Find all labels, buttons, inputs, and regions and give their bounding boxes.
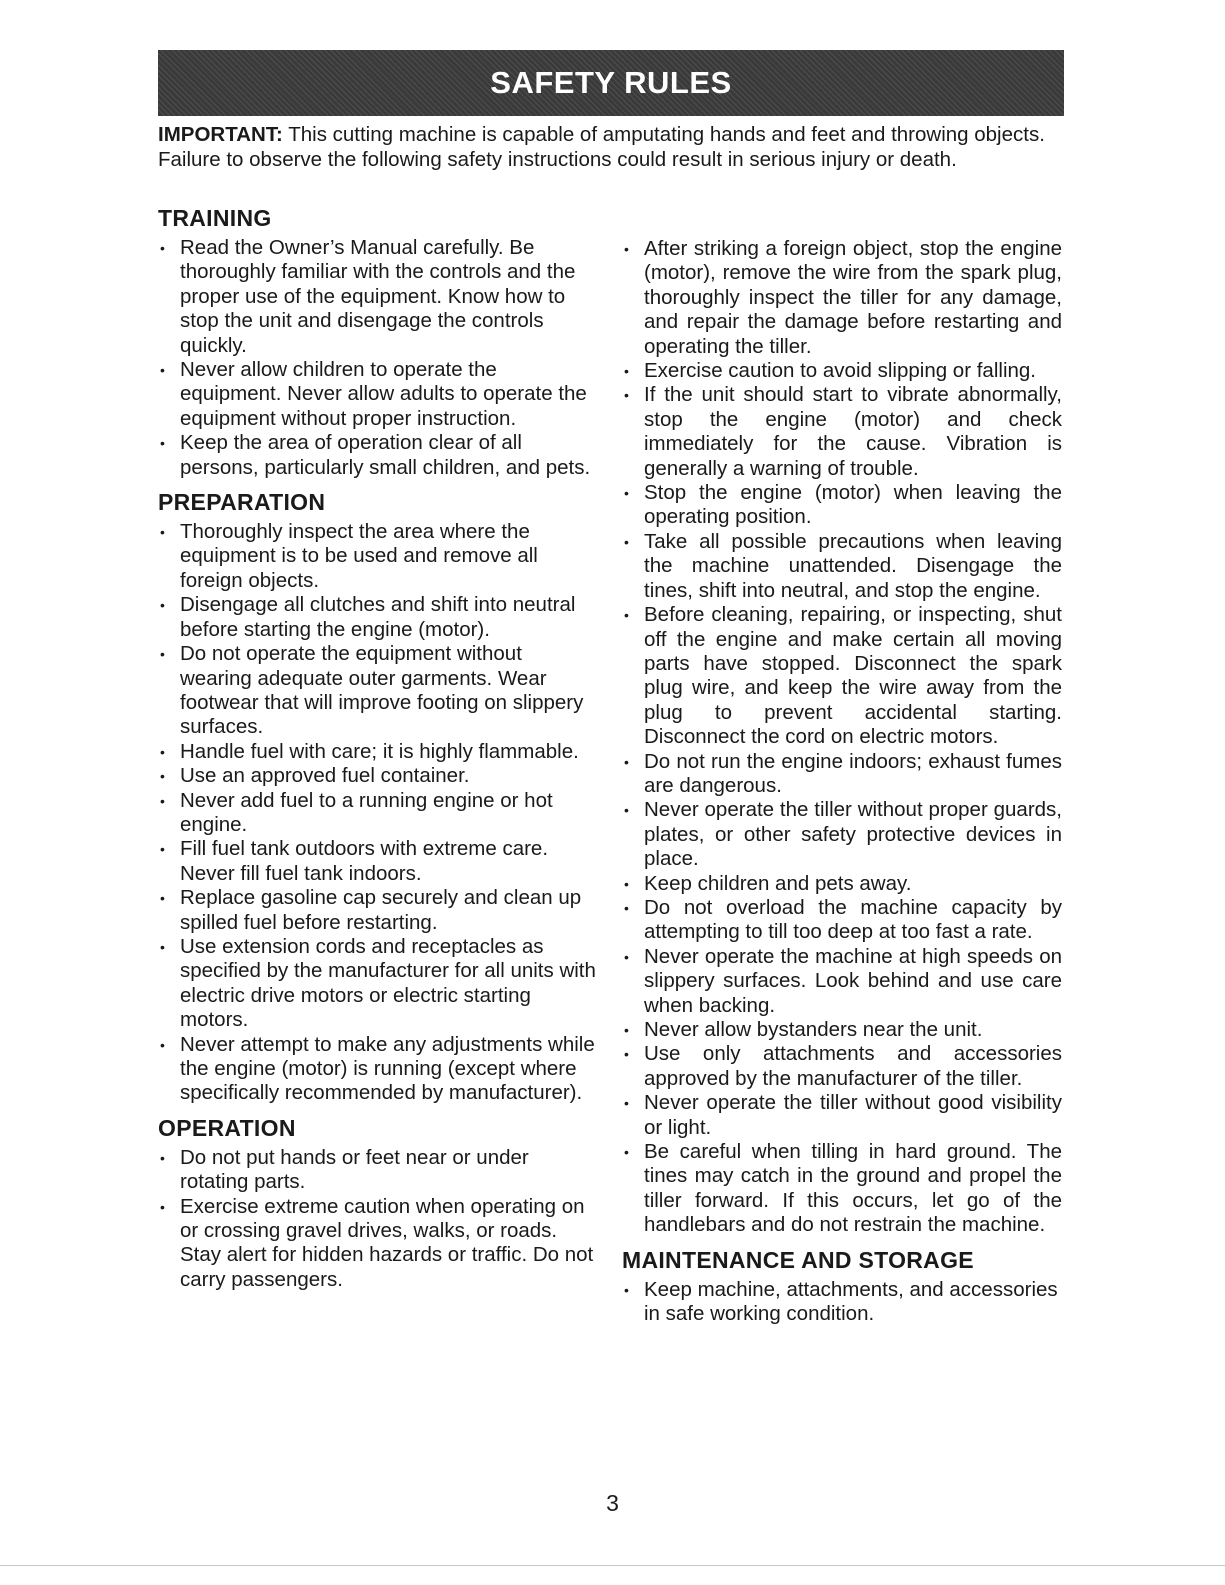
operation-list-left [158, 1146, 598, 1292]
operation-list-right [622, 237, 1062, 1238]
page-title: SAFETY RULES [490, 65, 732, 100]
left-column [158, 204, 598, 1300]
maintenance-heading: MAINTENANCE AND STORAGE [622, 1246, 974, 1273]
list-item: • Keep machine, attachments, and accessories in safe working condition. [622, 1278, 1062, 1327]
list-item: • Never attempt to make any adjustments while the engine (motor) is running (except where specifically recommended by manufacturer). [158, 1033, 598, 1106]
right-column [622, 237, 1062, 1334]
list-item: • Never operate the tiller without proper guards, plates, or other safety protective devices in place. [622, 798, 1062, 871]
list-item: • Read the Owner’s Manual carefully. Be thoroughly familiar with the controls and the proper use of the equipment. Know how to stop the unit and disengage the controls quickly. [158, 236, 598, 358]
list-item: • Never add fuel to a running engine or hot engine. [158, 789, 598, 838]
list-item: • Use extension cords and receptacles as specified by the manufacturer for all units with electric drive motors or electric starting motors. [158, 935, 598, 1033]
list-item: • Do not operate the equipment without wearing adequate outer garments. Wear footwear that will improve footing on slippery surfaces. [158, 642, 598, 740]
list-item: • Fill fuel tank outdoors with extreme care. Never fill fuel tank indoors. [158, 837, 598, 886]
list-item: • Never allow children to operate the equipment. Never allow adults to operate the equipment without proper instruction. [158, 358, 598, 431]
list-item: • Stop the engine (motor) when leaving the operating position. [622, 481, 1062, 530]
list-item: • Exercise extreme caution when operating on or crossing gravel drives, walks, or roads. Stay alert for hidden hazards or traffic. Do not carry passengers. [158, 1195, 598, 1293]
training-heading: TRAINING [158, 205, 272, 231]
bottom-divider [0, 1565, 1225, 1566]
list-item: • Use an approved fuel container. [158, 764, 598, 788]
list-item: • Thoroughly inspect the area where the equipment is to be used and remove all foreign objects. [158, 520, 598, 593]
list-item: • Do not overload the machine capacity by attempting to till too deep at too fast a rate. [622, 896, 1062, 945]
list-item: • Before cleaning, repairing, or inspecting, shut off the engine and make certain all moving parts have stopped. Disconnect the spark plug wire, and keep the wire away from the plug to prevent accidental starting. Disconnect the cord on electric motors. [622, 603, 1062, 749]
list-item: • Keep children and pets away. [622, 872, 1062, 896]
safety-rules-banner [158, 50, 1064, 116]
list-item: • Never operate the tiller without good visibility or light. [622, 1091, 1062, 1140]
important-notice [158, 122, 1058, 172]
training-list [158, 236, 598, 480]
list-item: • Exercise caution to avoid slipping or falling. [622, 359, 1062, 383]
list-item: • Be careful when tilling in hard ground. The tines may catch in the ground and propel the tiller forward. If this occurs, let go of the handlebars and do not restrain the machine. [622, 1140, 1062, 1238]
list-item: • After striking a foreign object, stop the engine (motor), remove the wire from the spark plug, thoroughly inspect the tiller for any damage, and repair the damage before restarting and operating the tiller. [622, 237, 1062, 359]
important-text: This cutting machine is capable of amputating hands and feet and throwing objects. Failure to observe the following safety instructions could result in serious injury or death. [158, 123, 1045, 171]
maintenance-list [622, 1278, 1062, 1327]
list-item: • Keep the area of operation clear of all persons, particularly small children, and pets. [158, 431, 598, 480]
list-item: • Do not put hands or feet near or under rotating parts. [158, 1146, 598, 1195]
preparation-heading: PREPARATION [158, 489, 326, 516]
list-item: • Replace gasoline cap securely and clean up spilled fuel before restarting. [158, 886, 598, 935]
list-item: • Handle fuel with care; it is highly flammable. [158, 740, 598, 764]
list-item: • If the unit should start to vibrate abnormally, stop the engine (motor) and check immediately for the cause. Vibration is generally a warning of trouble. [622, 383, 1062, 481]
list-item: • Never allow bystanders near the unit. [622, 1018, 1062, 1042]
important-label: IMPORTANT: [158, 123, 283, 146]
list-item: • Take all possible precautions when leaving the machine unattended. Disengage the tines, shift into neutral, and stop the engine. [622, 530, 1062, 603]
operation-heading: OPERATION [158, 1114, 296, 1141]
list-item: • Disengage all clutches and shift into neutral before starting the engine (motor). [158, 593, 598, 642]
list-item: • Do not run the engine indoors; exhaust fumes are dangerous. [622, 750, 1062, 799]
page-number: 3 [606, 1490, 619, 1516]
list-item: • Never operate the machine at high speeds on slippery surfaces. Look behind and use care when backing. [622, 945, 1062, 1018]
list-item: • Use only attachments and accessories approved by the manufacturer of the tiller. [622, 1042, 1062, 1091]
preparation-list [158, 520, 598, 1106]
